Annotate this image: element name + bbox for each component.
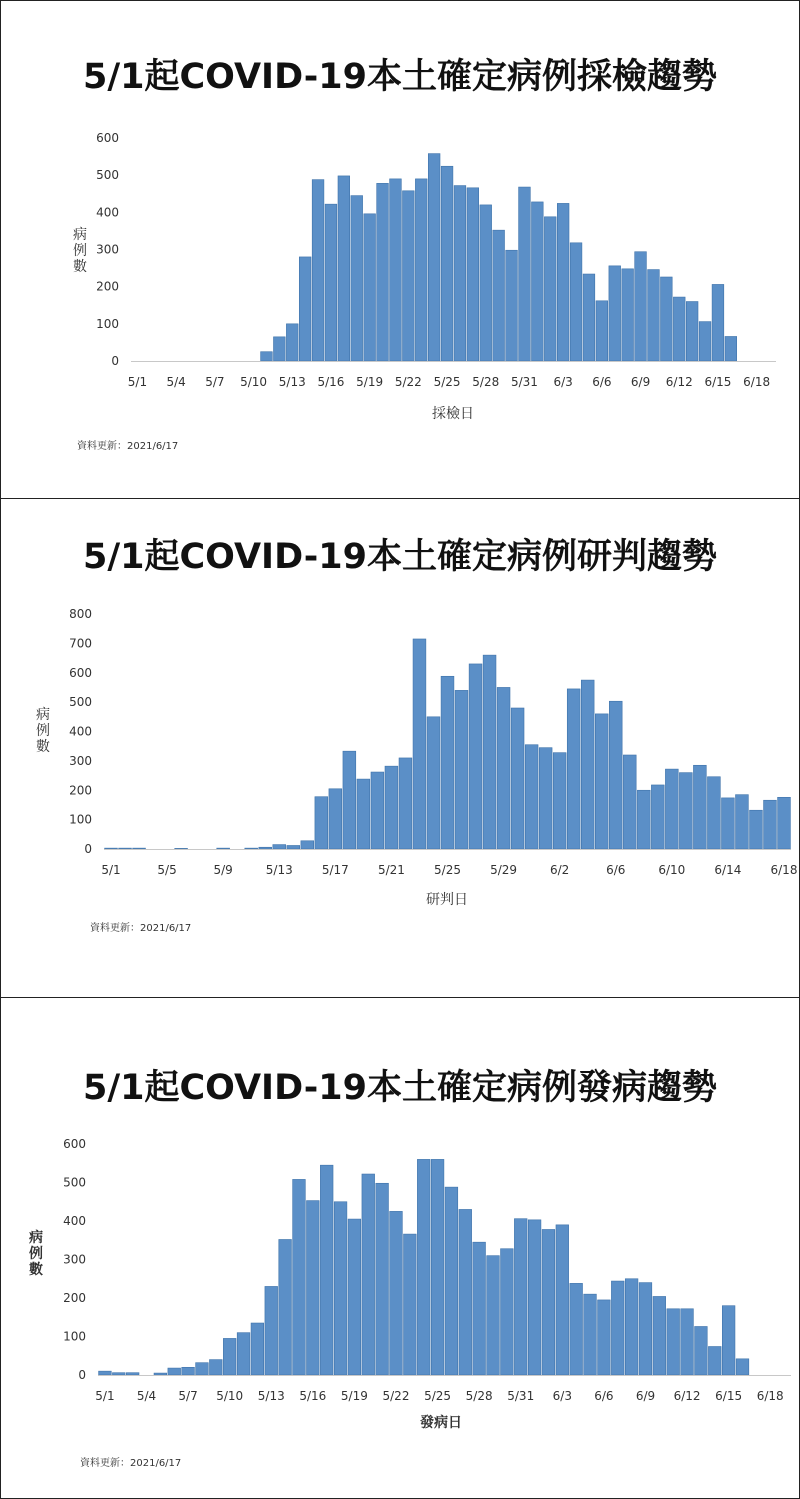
bar bbox=[133, 848, 146, 849]
y-axis-title: 病例數 bbox=[73, 227, 87, 275]
bar bbox=[736, 795, 749, 849]
y-tick-label: 400 bbox=[63, 1214, 86, 1228]
bar bbox=[351, 196, 363, 361]
bar-chart-onset bbox=[1, 998, 799, 1498]
bar bbox=[519, 187, 531, 361]
x-axis-title: 採檢日 bbox=[432, 406, 474, 422]
bar bbox=[445, 1187, 458, 1375]
x-axis-title: 研判日 bbox=[426, 892, 468, 908]
bar bbox=[99, 1371, 112, 1375]
bar bbox=[338, 176, 350, 361]
x-tick-label: 5/16 bbox=[317, 375, 345, 389]
y-tick-label: 100 bbox=[96, 316, 119, 331]
x-tick-label: 5/7 bbox=[205, 375, 225, 389]
x-tick-label: 6/18 bbox=[770, 863, 798, 877]
bar bbox=[750, 810, 763, 849]
bar bbox=[261, 352, 273, 361]
x-tick-label: 5/25 bbox=[433, 375, 461, 389]
y-tick-label: 0 bbox=[111, 354, 119, 368]
bar bbox=[307, 1201, 320, 1375]
bar bbox=[708, 1347, 721, 1375]
bar bbox=[673, 297, 685, 361]
bar bbox=[570, 1283, 583, 1375]
x-tick-label: 6/6 bbox=[592, 375, 612, 389]
x-tick-label: 5/1 bbox=[95, 1389, 115, 1403]
bar bbox=[584, 1294, 597, 1375]
x-axis-title: 發病日 bbox=[420, 1415, 462, 1431]
bar bbox=[119, 848, 132, 849]
bar bbox=[623, 755, 636, 849]
bar bbox=[539, 748, 552, 849]
bar bbox=[553, 753, 566, 849]
bar bbox=[441, 166, 453, 361]
x-tick-label: 6/2 bbox=[550, 863, 570, 877]
bar bbox=[274, 337, 286, 361]
bar bbox=[611, 1281, 624, 1375]
bar bbox=[413, 639, 426, 849]
y-tick-label: 500 bbox=[69, 695, 92, 710]
bar bbox=[217, 848, 230, 849]
y-axis-title: 病例數 bbox=[36, 707, 50, 755]
bar bbox=[665, 769, 678, 849]
bar bbox=[293, 1179, 306, 1375]
bar bbox=[480, 205, 492, 361]
bar bbox=[467, 188, 479, 361]
x-tick-label: 6/3 bbox=[552, 1389, 572, 1403]
bar bbox=[639, 1283, 652, 1375]
x-tick-label: 5/10 bbox=[240, 375, 268, 389]
bar bbox=[487, 1256, 500, 1375]
bar bbox=[403, 191, 415, 361]
bar bbox=[653, 1296, 666, 1375]
bar bbox=[525, 745, 538, 849]
bar bbox=[595, 714, 608, 849]
x-tick-label: 6/6 bbox=[606, 863, 626, 877]
bar bbox=[712, 284, 724, 361]
bar bbox=[299, 257, 311, 361]
bar bbox=[427, 717, 440, 849]
chart-title: 5/1起COVID-19本土確定病例採檢趨勢 bbox=[82, 57, 718, 97]
x-tick-label: 5/28 bbox=[472, 375, 500, 389]
bar bbox=[417, 1159, 430, 1375]
bar bbox=[245, 848, 258, 849]
bar bbox=[459, 1209, 472, 1375]
bar bbox=[175, 848, 188, 849]
bar bbox=[567, 689, 580, 849]
bar bbox=[651, 785, 664, 849]
bar bbox=[312, 180, 324, 361]
bar bbox=[126, 1373, 139, 1375]
y-tick-label: 100 bbox=[69, 812, 92, 827]
bar bbox=[428, 154, 440, 361]
bar bbox=[286, 324, 298, 361]
bar bbox=[223, 1338, 236, 1375]
x-tick-label: 6/10 bbox=[658, 863, 686, 877]
bar bbox=[390, 179, 402, 361]
x-tick-label: 5/21 bbox=[377, 863, 405, 877]
bar bbox=[609, 701, 622, 849]
bar bbox=[493, 230, 505, 361]
chart-panel-diagnosis bbox=[0, 498, 800, 998]
bar bbox=[598, 1300, 611, 1375]
bar bbox=[385, 766, 398, 849]
x-tick-label: 5/31 bbox=[510, 375, 538, 389]
bar bbox=[348, 1219, 361, 1375]
bar bbox=[259, 847, 272, 849]
y-tick-label: 0 bbox=[84, 842, 92, 856]
bar bbox=[532, 202, 544, 361]
bar bbox=[681, 1309, 694, 1375]
x-tick-label: 5/17 bbox=[321, 863, 349, 877]
bar bbox=[556, 1225, 569, 1375]
x-tick-label: 5/9 bbox=[213, 863, 233, 877]
bar bbox=[686, 302, 698, 361]
y-tick-label: 600 bbox=[69, 665, 92, 680]
y-tick-label: 600 bbox=[63, 1137, 86, 1151]
y-tick-label: 800 bbox=[69, 607, 92, 621]
y-tick-label: 600 bbox=[96, 131, 119, 145]
x-tick-label: 5/13 bbox=[265, 863, 293, 877]
x-tick-label: 5/7 bbox=[178, 1389, 198, 1403]
y-tick-label: 400 bbox=[69, 724, 92, 739]
bar bbox=[722, 1306, 735, 1375]
x-tick-label: 6/18 bbox=[743, 375, 771, 389]
bar bbox=[455, 690, 468, 849]
y-tick-label: 200 bbox=[96, 279, 119, 294]
x-tick-label: 5/19 bbox=[356, 375, 384, 389]
bar bbox=[501, 1249, 514, 1375]
bar bbox=[581, 680, 594, 849]
bar bbox=[364, 214, 376, 361]
chart-title: 5/1起COVID-19本土確定病例發病趨勢 bbox=[82, 1068, 718, 1108]
x-tick-label: 5/1 bbox=[127, 375, 148, 389]
bar bbox=[764, 800, 777, 849]
x-tick-label: 6/6 bbox=[594, 1389, 614, 1403]
update-note: 資料更新：2021/6/17 bbox=[77, 441, 179, 452]
bar bbox=[707, 777, 720, 849]
x-tick-label: 5/16 bbox=[299, 1389, 327, 1403]
y-axis-title: 病例數 bbox=[29, 1230, 43, 1278]
chart-panel-sampling bbox=[0, 0, 800, 499]
x-tick-label: 5/29 bbox=[490, 863, 518, 877]
bar bbox=[570, 243, 582, 361]
bar bbox=[473, 1242, 486, 1375]
y-tick-label: 100 bbox=[63, 1329, 86, 1344]
bar bbox=[648, 270, 660, 361]
y-tick-label: 500 bbox=[63, 1175, 86, 1190]
x-tick-label: 5/19 bbox=[340, 1389, 368, 1403]
x-tick-label: 5/25 bbox=[434, 863, 461, 877]
y-tick-label: 200 bbox=[63, 1291, 86, 1305]
bar bbox=[441, 676, 454, 849]
x-tick-label: 6/15 bbox=[704, 375, 732, 389]
y-tick-label: 0 bbox=[78, 1368, 86, 1382]
bar-chart-sampling bbox=[1, 1, 799, 498]
bar bbox=[431, 1159, 444, 1375]
bar bbox=[334, 1202, 347, 1375]
x-tick-label: 5/1 bbox=[101, 863, 121, 877]
update-note: 資料更新：2021/6/17 bbox=[90, 923, 192, 934]
bar bbox=[182, 1367, 195, 1375]
bar bbox=[454, 186, 466, 361]
bar bbox=[661, 277, 673, 361]
x-tick-label: 6/3 bbox=[553, 375, 573, 389]
x-tick-label: 5/22 bbox=[382, 1389, 410, 1403]
bar bbox=[154, 1373, 167, 1375]
bar bbox=[343, 751, 356, 849]
bar bbox=[557, 203, 569, 361]
bar bbox=[377, 183, 389, 361]
update-note: 資料更新：2021/6/17 bbox=[80, 1458, 182, 1469]
bar bbox=[251, 1323, 264, 1375]
bar bbox=[506, 250, 518, 361]
bar bbox=[637, 790, 650, 849]
bar bbox=[315, 797, 328, 849]
bar bbox=[514, 1219, 527, 1375]
bar bbox=[596, 301, 608, 361]
bar bbox=[265, 1286, 278, 1375]
x-tick-label: 6/15 bbox=[715, 1389, 743, 1403]
bar bbox=[679, 773, 692, 849]
bar bbox=[469, 664, 482, 849]
x-tick-label: 6/14 bbox=[714, 863, 742, 877]
bar bbox=[693, 765, 706, 849]
bar bbox=[390, 1211, 403, 1375]
bar bbox=[609, 266, 621, 361]
bar bbox=[778, 797, 791, 849]
bar bbox=[497, 687, 510, 849]
bar bbox=[105, 848, 118, 849]
x-tick-label: 5/13 bbox=[257, 1389, 285, 1403]
bar bbox=[325, 204, 337, 361]
y-tick-label: 300 bbox=[63, 1252, 86, 1267]
bar bbox=[287, 845, 300, 849]
y-tick-label: 300 bbox=[69, 753, 92, 768]
bar bbox=[329, 789, 342, 849]
x-tick-label: 5/5 bbox=[157, 863, 177, 877]
bar bbox=[483, 655, 496, 849]
bar bbox=[404, 1234, 417, 1375]
x-tick-label: 5/22 bbox=[394, 375, 422, 389]
x-tick-label: 6/12 bbox=[673, 1389, 701, 1403]
y-tick-label: 300 bbox=[96, 242, 119, 257]
x-tick-label: 5/4 bbox=[136, 1389, 157, 1403]
bar bbox=[415, 179, 427, 361]
x-tick-label: 5/13 bbox=[278, 375, 306, 389]
bar bbox=[371, 772, 384, 849]
x-tick-label: 6/9 bbox=[635, 1389, 656, 1403]
y-tick-label: 700 bbox=[69, 636, 92, 651]
x-tick-label: 6/12 bbox=[665, 375, 693, 389]
bar bbox=[168, 1368, 181, 1375]
bar bbox=[237, 1333, 250, 1375]
bar bbox=[542, 1229, 555, 1375]
bar bbox=[279, 1239, 292, 1375]
bar bbox=[209, 1360, 222, 1375]
bar bbox=[320, 1165, 333, 1375]
x-tick-label: 5/25 bbox=[424, 1389, 452, 1403]
x-tick-label: 5/28 bbox=[465, 1389, 493, 1403]
y-tick-label: 200 bbox=[69, 783, 92, 798]
bar bbox=[699, 322, 711, 361]
bar bbox=[622, 269, 634, 361]
x-tick-label: 5/31 bbox=[507, 1389, 535, 1403]
bar bbox=[399, 758, 412, 849]
bar bbox=[625, 1279, 638, 1375]
bar bbox=[736, 1359, 749, 1375]
bar bbox=[301, 841, 314, 849]
x-tick-label: 6/18 bbox=[756, 1389, 784, 1403]
bar bbox=[635, 252, 647, 361]
bar bbox=[695, 1326, 708, 1375]
bar bbox=[362, 1174, 375, 1375]
y-tick-label: 400 bbox=[96, 205, 119, 220]
bar bbox=[112, 1373, 125, 1375]
bar bbox=[583, 274, 595, 361]
bar bbox=[196, 1363, 209, 1375]
bar bbox=[667, 1309, 680, 1375]
y-tick-label: 500 bbox=[96, 168, 119, 183]
x-tick-label: 5/4 bbox=[166, 375, 186, 389]
bar bbox=[376, 1183, 389, 1375]
x-tick-label: 5/10 bbox=[216, 1389, 244, 1403]
bar bbox=[273, 845, 286, 849]
bar bbox=[528, 1220, 541, 1375]
chart-title: 5/1起COVID-19本土確定病例研判趨勢 bbox=[82, 537, 718, 577]
bar bbox=[725, 336, 737, 361]
chart-panel-onset bbox=[0, 997, 800, 1499]
bar bbox=[511, 708, 524, 849]
bar bbox=[357, 779, 370, 849]
bar bbox=[544, 217, 556, 361]
x-tick-label: 6/9 bbox=[630, 375, 651, 389]
bar bbox=[722, 798, 735, 849]
